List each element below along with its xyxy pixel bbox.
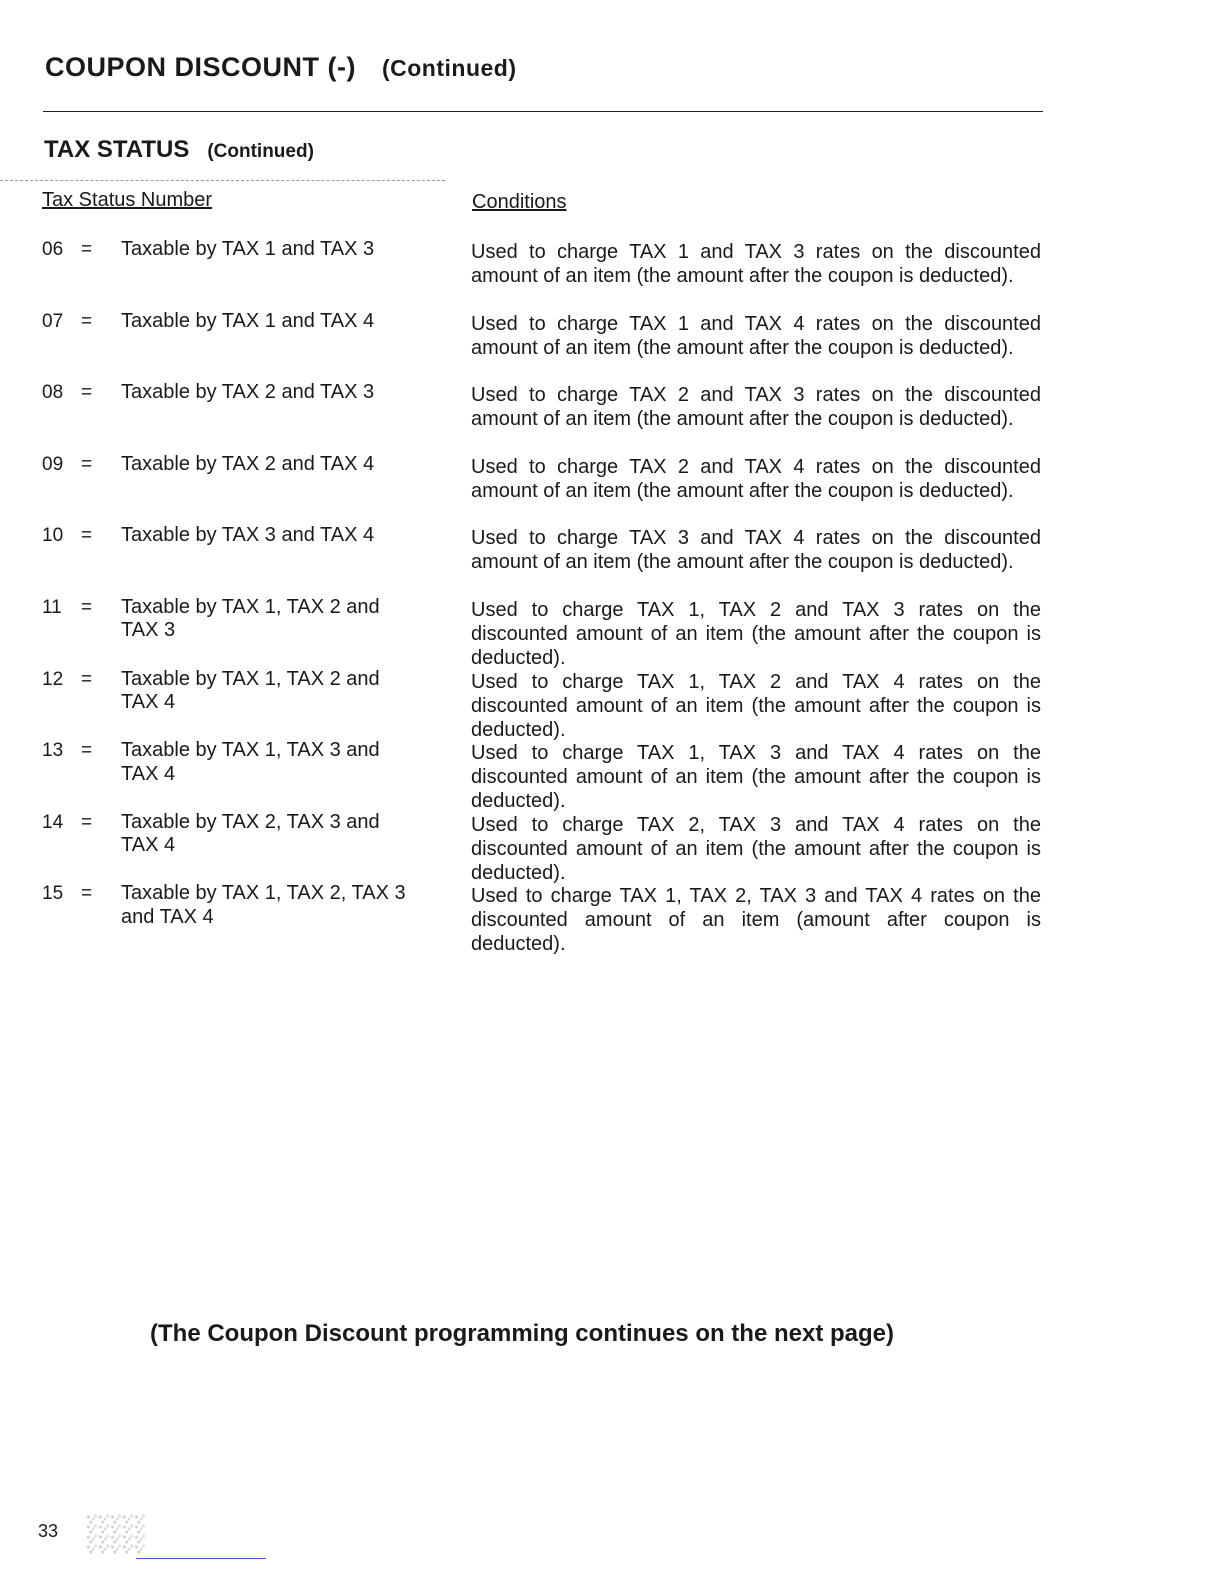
tax-status-table <box>0 236 1224 956</box>
equals-sign: = <box>81 740 93 762</box>
tax-status-description: Taxable by TAX 1 and TAX 4 <box>121 309 375 332</box>
tax-status-description: Taxable by TAX 1, TAX 2 and TAX 3 <box>121 595 380 642</box>
tax-status-number: 06 <box>42 239 64 260</box>
tax-status-condition: Used to charge TAX 1 and TAX 3 rates on the discounted amount of an item (the amount after the coupon is deducted). <box>471 241 1041 287</box>
tax-status-condition: Used to charge TAX 1, TAX 2 and TAX 4 rates on the discounted amount of an item (the amount after the coupon is deducted). <box>471 670 1041 741</box>
table-row <box>0 594 1224 669</box>
equals-sign: = <box>81 525 93 547</box>
tax-status-condition: Used to charge TAX 1, TAX 3 and TAX 4 rates on the discounted amount of an item (the amount after the coupon is deducted). <box>471 742 1041 813</box>
table-row <box>0 666 1224 741</box>
bottom-rule <box>136 1558 266 1559</box>
equals-sign: = <box>81 596 93 618</box>
scan-speckle <box>86 1514 146 1554</box>
tax-status-condition: Used to charge TAX 1, TAX 2 and TAX 3 rates on the discounted amount of an item (the amount after the coupon is deducted). <box>471 598 1041 669</box>
equals-sign: = <box>81 883 93 905</box>
section-continued: (Continued) <box>207 141 314 162</box>
page-title <box>45 52 517 83</box>
tax-status-description: Taxable by TAX 1, TAX 2 and TAX 4 <box>121 667 380 714</box>
equals-sign: = <box>81 382 93 404</box>
tax-status-condition: Used to charge TAX 2 and TAX 4 rates on the discounted amount of an item (the amount after the coupon is deducted). <box>471 455 1041 502</box>
page-number: 33 <box>38 1521 59 1541</box>
column-header-conditions: Conditions <box>472 191 567 213</box>
equals-sign: = <box>81 811 93 833</box>
tax-status-number: 11 <box>42 596 62 618</box>
section-heading <box>44 136 314 164</box>
page-title-continued: (Continued) <box>381 55 517 81</box>
tax-status-number: 12 <box>42 668 64 690</box>
tax-status-number: 08 <box>42 382 64 404</box>
tax-status-description: Taxable by TAX 2, TAX 3 and TAX 4 <box>121 810 380 857</box>
page-title-text: COUPON DISCOUNT (-) <box>45 52 356 82</box>
tax-status-number: 09 <box>42 453 64 475</box>
tax-status-number: 13 <box>42 740 64 762</box>
tax-status-description: Taxable by TAX 1 and TAX 3 <box>121 238 375 260</box>
tax-status-condition: Used to charge TAX 2 and TAX 3 rates on the discounted amount of an item (the amount after the coupon is deducted). <box>471 384 1041 431</box>
tax-status-number: 07 <box>42 310 64 332</box>
tax-status-description: Taxable by TAX 2 and TAX 3 <box>121 381 375 404</box>
equals-sign: = <box>81 310 93 332</box>
table-row <box>0 737 1224 813</box>
title-divider <box>43 111 1043 112</box>
tax-status-description: Taxable by TAX 1, TAX 2, TAX 3 and TAX 4 <box>121 882 406 928</box>
continuation-note: (The Coupon Discount programming continues on the next page) <box>150 1320 894 1347</box>
table-row <box>0 451 1224 523</box>
tax-status-condition: Used to charge TAX 1, TAX 2, TAX 3 and TAX 4 rates on the discounted amount of an item (amount after coupon is deducted). <box>471 885 1041 956</box>
tax-status-number: 15 <box>42 883 64 905</box>
equals-sign: = <box>81 453 93 475</box>
tax-status-condition: Used to charge TAX 1 and TAX 4 rates on the discounted amount of an item (the amount after the coupon is deducted). <box>471 312 1041 359</box>
tax-status-description: Taxable by TAX 1, TAX 3 and TAX 4 <box>121 739 380 785</box>
tax-status-number: 10 <box>42 525 64 547</box>
tax-status-description: Taxable by TAX 3 and TAX 4 <box>121 524 375 547</box>
tax-status-number: 14 <box>42 811 64 833</box>
tax-status-condition: Used to charge TAX 3 and TAX 4 rates on the discounted amount of an item (the amount after the coupon is deducted). <box>471 527 1041 574</box>
table-row <box>0 379 1224 451</box>
equals-sign: = <box>81 239 93 260</box>
section-title: TAX STATUS <box>44 136 190 163</box>
tax-status-condition: Used to charge TAX 2, TAX 3 and TAX 4 rates on the discounted amount of an item (the amount after the coupon is deducted). <box>471 813 1041 884</box>
table-row <box>0 236 1224 308</box>
table-row <box>0 809 1224 884</box>
tax-status-description: Taxable by TAX 2 and TAX 4 <box>121 452 375 475</box>
table-row <box>0 880 1224 956</box>
column-header-tax-status-number: Tax Status Number <box>42 189 213 211</box>
section-divider <box>0 180 445 181</box>
equals-sign: = <box>81 668 93 690</box>
table-row <box>0 522 1224 594</box>
table-row <box>0 308 1224 380</box>
